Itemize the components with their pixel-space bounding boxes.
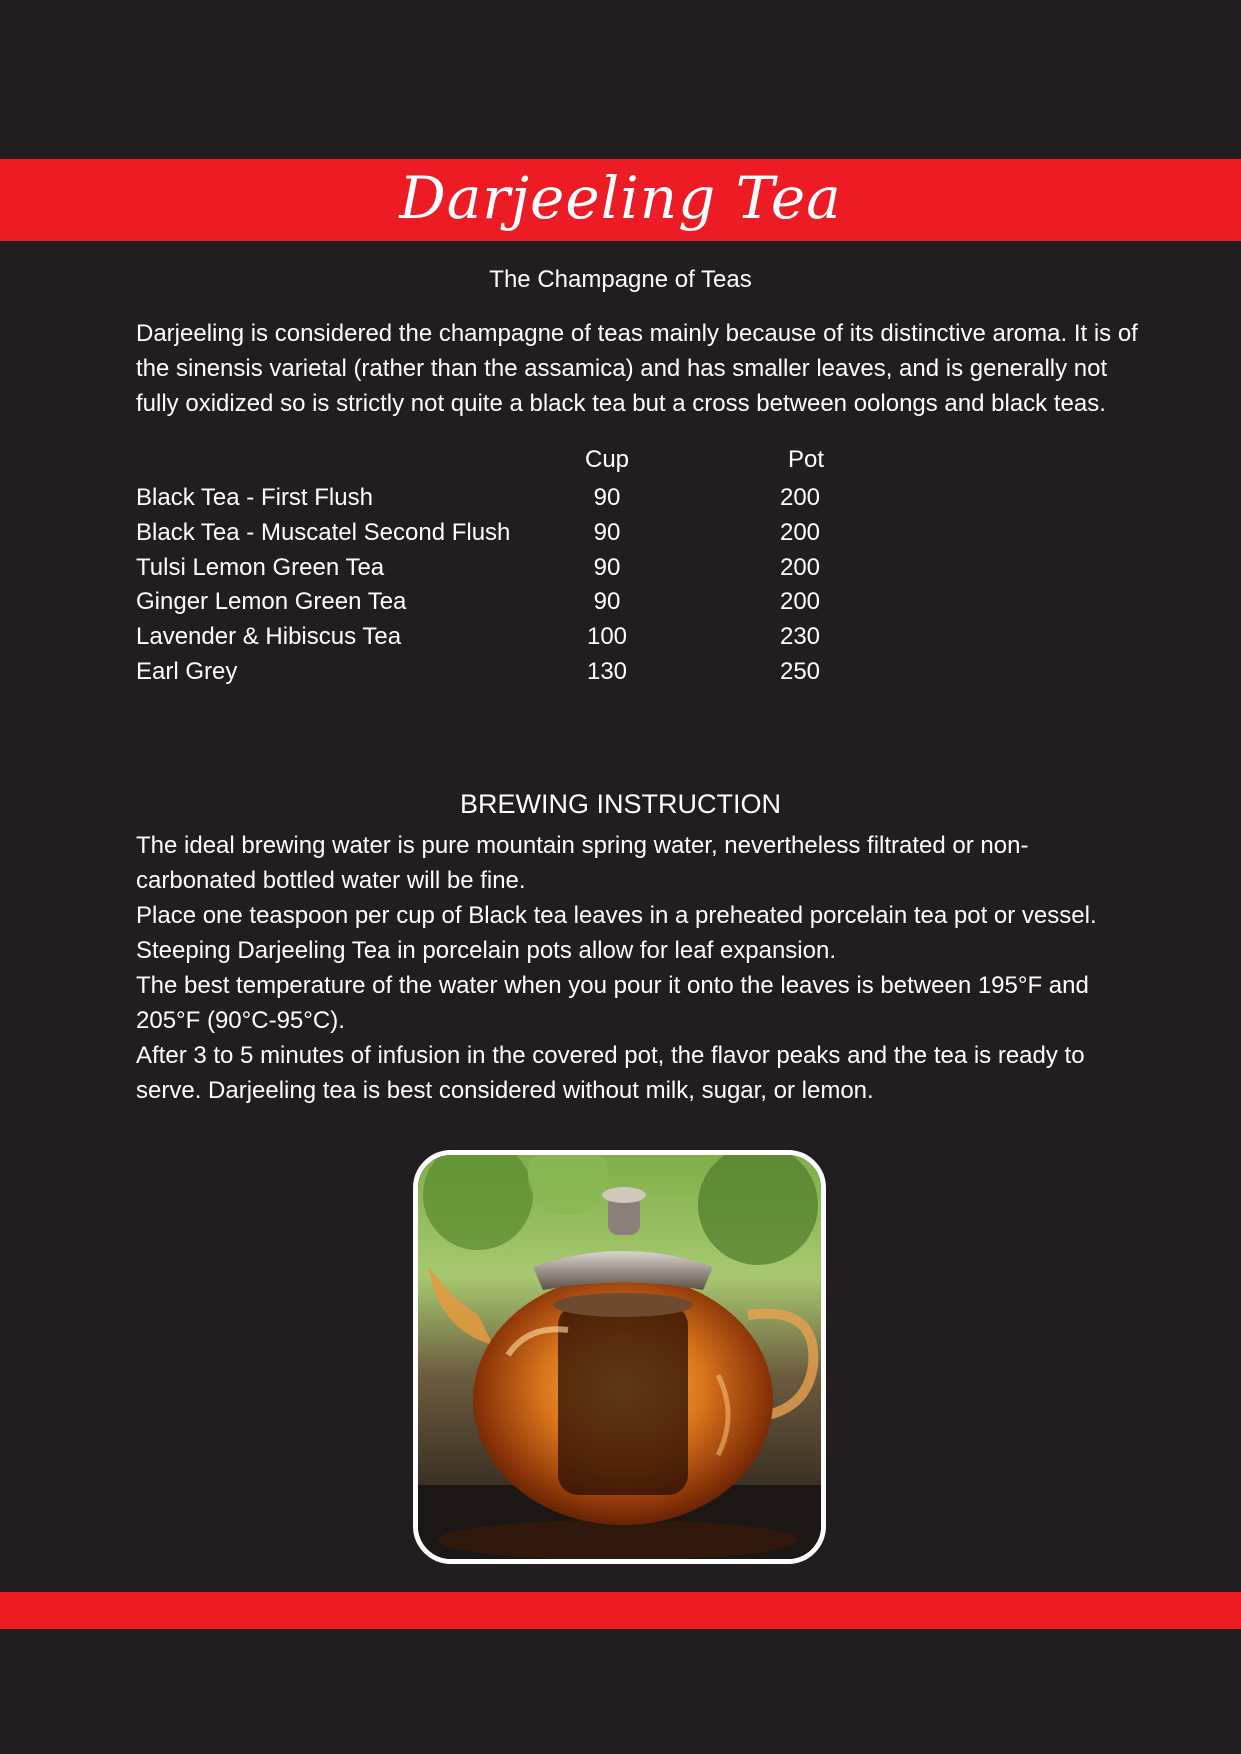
- teapot-photo: [413, 1150, 826, 1564]
- column-header-cup: Cup: [584, 446, 630, 473]
- brewing-paragraph: The ideal brewing water is pure mountain spring water, nevertheless filtrated or non-carbonated bottled water will be fine.: [136, 832, 1029, 894]
- cup-price: 90: [593, 484, 621, 511]
- pot-price: 250: [779, 657, 821, 685]
- menu-row: [136, 481, 896, 516]
- menu-row: [136, 620, 896, 655]
- cup-price: 130: [586, 657, 628, 685]
- menu-row: [136, 585, 896, 620]
- pot-price: 200: [779, 484, 821, 511]
- tea-name: Black Tea - Muscatel Second Flush: [136, 518, 511, 546]
- menu-row: [136, 551, 896, 586]
- brewing-paragraph: The best temperature of the water when you pour it onto the leaves is between 195°F and 205°F (90°C-95°C).: [136, 972, 1089, 1034]
- cup-price: 100: [586, 623, 628, 651]
- brewing-paragraph: After 3 to 5 minutes of infusion in the covered pot, the flavor peaks and the tea is ready to serve. Darjeeling tea is best considered without milk, sugar, or lemon.: [136, 1042, 1085, 1104]
- glass-teapot-icon: [418, 1155, 821, 1559]
- pot-price: 200: [779, 588, 821, 616]
- pot-price: 230: [779, 623, 821, 651]
- pot-price: 200: [779, 518, 821, 546]
- pot-price: 200: [779, 553, 821, 581]
- tea-name: Earl Grey: [136, 657, 238, 685]
- cup-price: 90: [593, 518, 621, 546]
- column-header-pot: Pot: [787, 446, 825, 473]
- page-title: Darjeeling Tea: [399, 164, 842, 232]
- tea-name: Tulsi Lemon Green Tea: [136, 553, 385, 581]
- brewing-paragraph: Place one teaspoon per cup of Black tea leaves in a preheated porcelain tea pot or vessel. Steeping Darjeeling Tea in porcelain pots allow for leaf expansion.: [136, 902, 1097, 964]
- footer-band: [0, 1592, 1241, 1629]
- tea-name: Ginger Lemon Green Tea: [136, 588, 407, 616]
- menu-row: [136, 655, 896, 690]
- cup-price: 90: [593, 553, 621, 581]
- brewing-heading: BREWING INSTRUCTION: [460, 789, 781, 819]
- title-banner: [0, 159, 1241, 241]
- tea-name: Lavender & Hibiscus Tea: [136, 623, 402, 651]
- tea-menu-list: [136, 481, 896, 690]
- page-subtitle: The Champagne of Teas: [489, 266, 752, 293]
- menu-row: [136, 516, 896, 551]
- cup-price: 90: [593, 588, 621, 616]
- intro-paragraph: Darjeeling is considered the champagne of teas mainly because of its distinctive aroma. It is of the sinensis varietal (rather than the assamica) and has smaller leaves, and is generally not fully oxidized so is strictly not quite a black tea but a cross between oolongs and black teas.: [136, 320, 1138, 417]
- tea-name: Black Tea - First Flush: [136, 484, 373, 511]
- brewing-instructions: [136, 828, 1146, 1108]
